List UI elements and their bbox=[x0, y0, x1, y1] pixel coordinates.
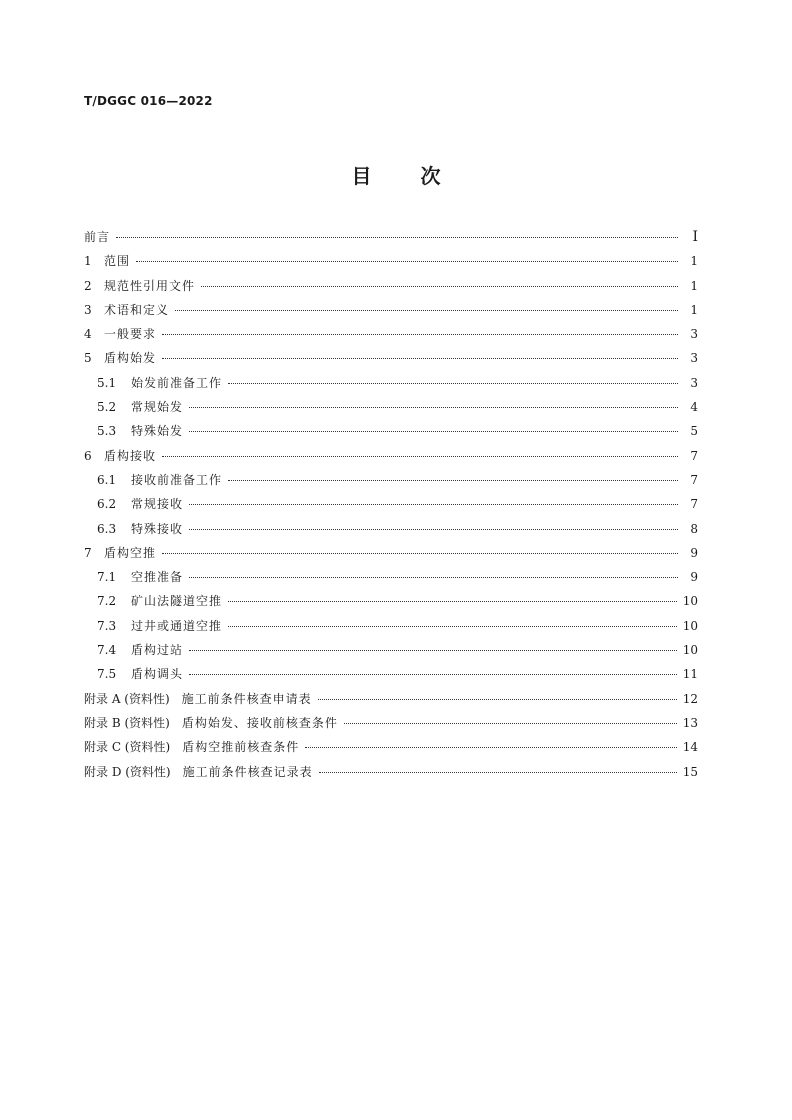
toc-entry-number: 1 bbox=[84, 254, 92, 269]
standard-code: T/DGGC 016—2022 bbox=[84, 94, 213, 108]
toc-entry-3[interactable] bbox=[84, 300, 698, 324]
toc-entry-number: 3 bbox=[84, 302, 92, 317]
toc-entry-page: 1 bbox=[690, 302, 698, 317]
toc-entry-number: 5.2 bbox=[97, 400, 117, 415]
toc-entry-number: 7.5 bbox=[97, 667, 117, 682]
toc-entry-page: 7 bbox=[690, 497, 698, 512]
toc-entry-label: 施工前条件核查记录表 bbox=[182, 764, 313, 779]
dot-leader bbox=[175, 310, 678, 311]
dot-leader bbox=[189, 407, 678, 408]
toc-entry-number: 附录 D (资料性) bbox=[84, 764, 171, 779]
toc-entry-number: 7.4 bbox=[97, 643, 117, 658]
toc-entry-label: 过井或通道空推 bbox=[131, 618, 223, 633]
toc-entry-6-1[interactable] bbox=[84, 470, 698, 494]
dot-leader bbox=[344, 723, 677, 724]
toc-entry-5-1[interactable] bbox=[84, 373, 698, 397]
toc-entry-page: 1 bbox=[690, 278, 698, 293]
toc-entry-4[interactable] bbox=[84, 324, 698, 348]
toc-entry-label: 接收前准备工作 bbox=[131, 472, 223, 487]
toc-entry-page: 15 bbox=[682, 764, 698, 779]
toc-entry-page: 12 bbox=[682, 691, 698, 706]
toc-entry-number: 2 bbox=[84, 278, 92, 293]
toc-entry-page: 11 bbox=[682, 667, 698, 682]
dot-leader bbox=[228, 480, 678, 481]
toc-entry-page: 3 bbox=[690, 351, 698, 366]
toc-entry-5[interactable] bbox=[84, 348, 698, 372]
toc-entry-number: 6.3 bbox=[97, 521, 117, 536]
toc-entry-label: 盾构过站 bbox=[131, 643, 184, 658]
toc-entry-6-3[interactable] bbox=[84, 519, 698, 543]
toc-entry-5-2[interactable] bbox=[84, 397, 698, 421]
toc-entry-page: 14 bbox=[682, 740, 698, 755]
toc-entry-label: 始发前准备工作 bbox=[131, 375, 223, 390]
dot-leader bbox=[319, 772, 677, 773]
toc-entry-7-5[interactable] bbox=[84, 664, 698, 688]
toc-entry-page: 9 bbox=[690, 570, 698, 585]
dot-leader bbox=[305, 747, 677, 748]
toc-entry-label: 盾构始发、接收前核查条件 bbox=[181, 715, 338, 730]
dot-leader bbox=[162, 456, 678, 457]
toc-entry-number: 5 bbox=[84, 351, 92, 366]
toc-entry-7[interactable] bbox=[84, 543, 698, 567]
toc-entry-2[interactable] bbox=[84, 276, 698, 300]
dot-leader bbox=[228, 383, 678, 384]
toc-entry-6[interactable] bbox=[84, 446, 698, 470]
toc-entry-label: 范围 bbox=[104, 254, 131, 269]
toc-entry-number: 6 bbox=[84, 448, 92, 463]
toc-entry-7-2[interactable] bbox=[84, 591, 698, 615]
toc-entry-label: 术语和定义 bbox=[104, 302, 170, 317]
toc-entry-page: 10 bbox=[682, 618, 698, 633]
toc-entry-number: 5.1 bbox=[97, 375, 117, 390]
toc-entry-page: 4 bbox=[690, 400, 698, 415]
toc-entry-page: 7 bbox=[690, 472, 698, 487]
toc-entry-page: 3 bbox=[690, 327, 698, 342]
toc-entry-number: 7.3 bbox=[97, 618, 117, 633]
title-char-1: 目 bbox=[351, 164, 372, 188]
toc-entry-label: 矿山法隧道空推 bbox=[131, 594, 223, 609]
dot-leader bbox=[189, 650, 677, 651]
toc-entry-number: 7 bbox=[84, 545, 92, 560]
toc-entry-label: 空推准备 bbox=[131, 570, 184, 585]
toc-entry-page: 13 bbox=[682, 715, 698, 730]
toc-entry-1[interactable] bbox=[84, 251, 698, 275]
toc-entry-number: 6.1 bbox=[97, 472, 117, 487]
toc-entry-page: 10 bbox=[682, 643, 698, 658]
toc-entry-foreword[interactable] bbox=[84, 227, 698, 251]
toc-entry-page: I bbox=[692, 229, 698, 245]
dot-leader bbox=[162, 358, 678, 359]
dot-leader bbox=[189, 577, 678, 578]
toc-entry-label: 盾构调头 bbox=[131, 667, 184, 682]
toc-entry-number: 附录 B (资料性) bbox=[84, 715, 170, 730]
toc-entry-label: 盾构空推 bbox=[104, 545, 157, 560]
toc-entry-page: 3 bbox=[690, 375, 698, 390]
toc-entry-page: 10 bbox=[682, 594, 698, 609]
dot-leader bbox=[189, 431, 678, 432]
dot-leader bbox=[189, 529, 678, 530]
dot-leader bbox=[136, 261, 678, 262]
toc-entry-7-1[interactable] bbox=[84, 567, 698, 591]
toc-entry-page: 8 bbox=[690, 521, 698, 536]
toc-entry-label: 特殊始发 bbox=[131, 424, 184, 439]
dot-leader bbox=[228, 601, 677, 602]
toc-entry-label: 常规接收 bbox=[131, 497, 184, 512]
toc-entry-label: 常规始发 bbox=[131, 400, 184, 415]
toc-entry-label: 前言 bbox=[84, 230, 111, 244]
table-of-contents bbox=[84, 227, 698, 786]
dot-leader bbox=[116, 237, 678, 238]
toc-entry-page: 7 bbox=[690, 448, 698, 463]
toc-entry-label: 盾构接收 bbox=[104, 448, 157, 463]
toc-entry-number: 5.3 bbox=[97, 424, 117, 439]
toc-entry-page: 5 bbox=[690, 424, 698, 439]
toc-entry-page: 9 bbox=[690, 545, 698, 560]
toc-entry-number: 附录 A (资料性) bbox=[84, 691, 170, 706]
toc-entry-appendix-c[interactable] bbox=[84, 737, 698, 761]
toc-entry-number: 7.1 bbox=[97, 570, 117, 585]
toc-entry-number: 附录 C (资料性) bbox=[84, 740, 171, 755]
dot-leader bbox=[201, 286, 678, 287]
toc-entry-6-2[interactable] bbox=[84, 494, 698, 518]
toc-entry-label: 施工前条件核查申请表 bbox=[181, 691, 312, 706]
toc-entry-7-3[interactable] bbox=[84, 616, 698, 640]
toc-entry-5-3[interactable] bbox=[84, 421, 698, 445]
dot-leader bbox=[162, 553, 678, 554]
toc-entry-label: 特殊接收 bbox=[131, 521, 184, 536]
dot-leader bbox=[318, 699, 677, 700]
toc-entry-label: 一般要求 bbox=[104, 327, 157, 342]
dot-leader bbox=[228, 626, 677, 627]
toc-entry-appendix-a[interactable] bbox=[84, 689, 698, 713]
toc-entry-label: 盾构始发 bbox=[104, 351, 157, 366]
dot-leader bbox=[162, 334, 678, 335]
toc-entry-label: 规范性引用文件 bbox=[104, 278, 196, 293]
toc-entry-page: 1 bbox=[690, 254, 698, 269]
toc-entry-label: 盾构空推前核查条件 bbox=[182, 740, 300, 755]
toc-entry-appendix-d[interactable] bbox=[84, 762, 698, 786]
toc-entry-number: 6.2 bbox=[97, 497, 117, 512]
title-char-2: 次 bbox=[420, 164, 441, 188]
dot-leader bbox=[189, 504, 678, 505]
page-title bbox=[0, 160, 792, 189]
toc-entry-7-4[interactable] bbox=[84, 640, 698, 664]
toc-entry-number: 4 bbox=[84, 327, 92, 342]
toc-entry-number: 7.2 bbox=[97, 594, 117, 609]
dot-leader bbox=[189, 674, 677, 675]
toc-entry-appendix-b[interactable] bbox=[84, 713, 698, 737]
